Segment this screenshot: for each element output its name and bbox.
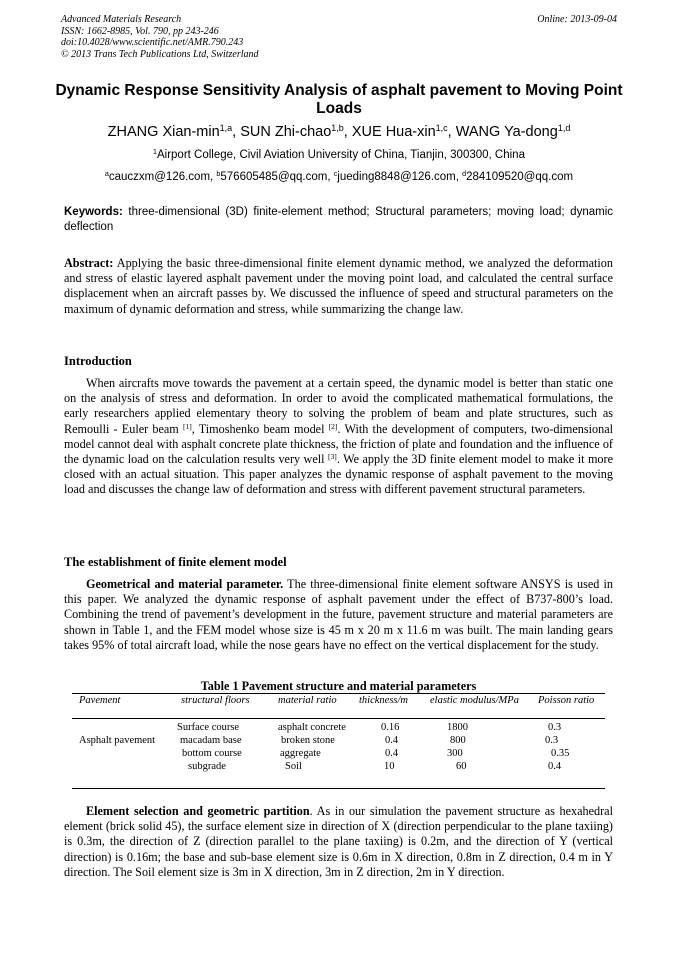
table-cell: Surface course [177,722,240,733]
email: $^b$576605485@qq.com, [216,170,334,183]
introduction-paragraph: When aircrafts move towards the pavement at a certain speed, the dynamic model is better than static one on the analysis of stress and deformation. In order to avoid the complicated mathematical formulations, the early researchers applied elementary theory to solving the problem of beam and plate structures, such as Remoulli - Euler beam [1], Timoshenko beam model [2]. With the development of computers, two-dimensional model cannot deal with asphalt concrete plate thickness, the friction of plate and foundation and the influence of the dynamic load on the calculation results very well [3]. We apply the 3D finite element model to make it more closed with an actual situation. This paper analyzes the dynamic response of asphalt pavement to the moving load and discusses the change law of deformation and stress with different pavement structural parameters. [64,376,613,497]
journal-header [61,14,617,60]
element-paragraph: Element selection and geometric partition. As in our simulation the pavement structure as hexahedral element (brick solid 45), the surface element size in direction of X (direction perpendicular to the plane taxiing) is 0.3m, the direction of Z (direction parallel to the plane taxiing) is 0.2m, and the direction of Y (vertical direction) is 0.16m; the base and sub-base element size is 0.6m in X direction, 0.8m in Z direction, 0.4 m in Y direction. The Soil element size is 3m in X direction, 3m in Z direction, 2m in Y direction. [64,804,613,879]
author: XUE Hua-xin$^{1,c}$, [351,123,456,140]
table-cell: broken stone [281,735,335,746]
abstract: Abstract: Applying the basic three-dimensional finite element dynamic method, we analyzed the deformation and stress of elastic layered asphalt pavement under the moving point load, and calculated the central surface displacement when an aircraft passes by. We discussed the influence of speed and structural parameters on the maximum of dynamic deformation and stress, while summarizing the change law. [64,256,613,316]
author: ZHANG Xian-$\min^{1,a}$, [107,123,241,140]
author: SUN Zhi-chao$^{1,b}$, [240,123,352,140]
citation: [3] [328,451,337,461]
journal-name: Advanced Materials Research [61,14,182,25]
table-bottom-rule [72,788,605,789]
table-cell: macadam base [180,735,242,746]
email: $^c$jueding8848@126.com, [333,170,463,183]
email-list [30,170,648,185]
table-cell: 0.35 [551,748,570,759]
table-cell: subgrade [188,761,226,772]
copyright-line: © 2013 Trans Tech Publications Ltd, Switzerland [61,48,259,60]
table-header-cell: material ratio [278,695,337,706]
table-cell: 0.3 [545,735,559,746]
table-cell: 1800 [447,722,468,733]
keywords-label: Keywords: [64,206,123,218]
table-header-cell: thickness/m [359,695,408,706]
abstract-label: Abstract: [64,256,114,270]
table-cell: Soil [285,761,302,772]
table-cell: 10 [384,761,395,772]
issn-line: ISSN: 1662-8985, Vol. 790, pp 243-246 [61,25,219,37]
paper-title: Dynamic Response Sensitivity Analysis of asphalt pavement to Moving Point Loads [55,82,623,117]
table-cell: asphalt concrete [278,722,346,733]
table-cell: 0.4 [548,761,562,772]
doi-line: doi:10.4028/www.scientific.net/AMR.790.243 [61,37,244,48]
table-header-rule [72,718,605,719]
geometry-paragraph: Geometrical and material parameter. The three-dimensional finite element software ANSYS is used in this paper. We analyzed the dynamic response of asphalt pavement under the effect of B737-800’s load. Combining the trend of pavement’s development in the future, pavement structure and material parameters are shown in Table 1, and the FEM model whose size is 45 m x 20 m x 11.6 m was built. The main landing gears takes 95% of total aircraft load, while the nose gears have no effect on the vertical displacement for the study. [64,577,613,652]
table-cell: 300 [447,748,463,759]
table-header-cell: Pavement [79,695,121,706]
element-label: Element selection and geometric partition [86,804,310,818]
online-date: Online: 2013-09-04 [537,14,617,25]
table-header-cell: Poisson ratio [538,695,595,706]
table-header-cell: structural floors [181,695,250,706]
email: $^d$284109520@qq.com [462,170,574,183]
author-list [30,123,648,141]
table-top-rule [72,693,605,694]
table-cell: 0.16 [381,722,400,733]
table-cell: aggregate [280,748,321,759]
table-cell: 60 [456,761,467,772]
section-heading-fem: The establishment of finite element model [64,555,287,569]
table-cell: 0.3 [548,722,562,733]
keywords: Keywords: three-dimensional (3D) finite-element method; Structural parameters; moving load; dynamic deflection [64,206,613,233]
citation: [1] [182,421,192,431]
geometry-label: Geometrical and material parameter. [86,577,284,591]
table-cell: 800 [450,735,466,746]
section-heading-introduction: Introduction [64,354,132,368]
affiliation: $^1$Airport College, Civil Aviation University of China, Tianjin, 300300, China [153,148,525,161]
table-pavement-cell: Asphalt pavement [79,735,156,746]
table-header-cell: elastic modulus/MPa [430,695,519,706]
table-cell: 0.4 [385,748,399,759]
author: WANG Ya-dong$^{1,d}$ [455,123,571,140]
email: $^a$cauczxm@126.com, [104,170,217,183]
table-cell: bottom course [182,748,242,759]
citation: [2] [328,421,338,431]
table-title: Table 1 Pavement structure and material parameters [200,679,477,693]
table-cell: 0.4 [385,735,399,746]
